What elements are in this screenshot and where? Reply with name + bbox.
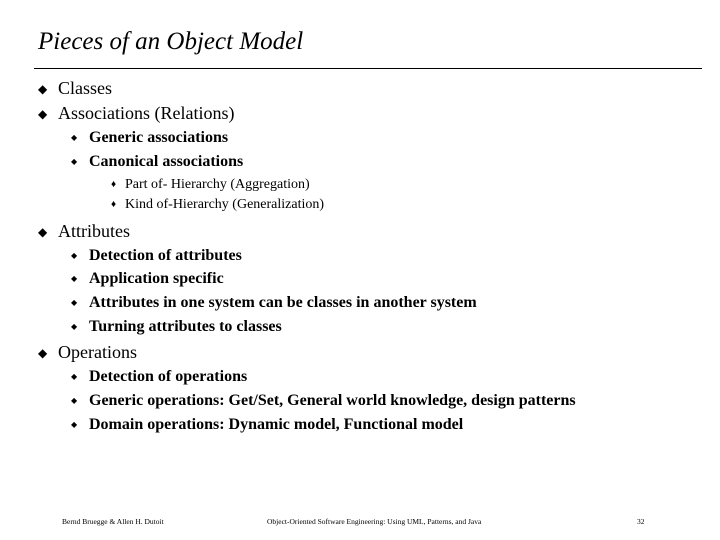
bullet-text: Turning attributes to classes <box>89 318 282 335</box>
sub-item-domain-operations <box>71 416 464 433</box>
sub-item-application-specific <box>71 270 224 287</box>
sub-item-attributes-classes <box>71 294 477 311</box>
sub-item-canonical-associations <box>71 153 244 170</box>
bullet-item-operations <box>38 342 137 362</box>
diamond-bullet-icon: ◆ <box>38 82 48 96</box>
diamond-bullet-icon: ◆ <box>71 298 78 307</box>
bullet-text: Generic associations <box>89 129 229 146</box>
diamond-bullet-icon: ◆ <box>71 274 78 283</box>
bullet-text: Associations (Relations) <box>58 103 235 123</box>
diamond-bullet-icon: ◆ <box>71 322 78 331</box>
diamond-bullet-icon: ◆ <box>71 372 78 381</box>
footer-book-title: Object-Oriented Software Engineering: Using UML, Patterns, and Java <box>267 517 482 526</box>
sub-sub-item-part-of <box>111 177 310 192</box>
bullet-text: Part of- Hierarchy (Aggregation) <box>125 177 310 192</box>
bullet-text: Canonical associations <box>89 153 244 170</box>
bullet-text: Kind of-Hierarchy (Generalization) <box>125 197 325 212</box>
title-underline <box>34 68 702 69</box>
bullet-text: Generic operations: Get/Set, General world knowledge, design patterns <box>89 392 576 409</box>
sub-sub-item-kind-of <box>111 197 325 212</box>
sub-item-generic-associations <box>71 129 229 146</box>
footer-page-number: 32 <box>637 517 645 526</box>
diamond-bullet-icon: ◆ <box>38 346 48 360</box>
diamond-bullet-icon: ◆ <box>71 133 78 142</box>
bullet-text: Application specific <box>89 270 224 287</box>
bullet-item-associations <box>38 103 235 123</box>
sub-item-detection-attributes <box>71 247 242 264</box>
diamond-bullet-icon: ◆ <box>71 396 78 405</box>
bullet-item-classes <box>38 78 112 98</box>
diamond-bullet-icon: ◆ <box>71 251 78 260</box>
diamond-bullet-icon: ◆ <box>71 420 78 429</box>
sub-item-turning-attributes <box>71 318 282 335</box>
sub-item-detection-operations <box>71 368 248 385</box>
bullet-text: Domain operations: Dynamic model, Functional model <box>89 416 464 433</box>
diamond-bullet-icon: ♦ <box>111 179 117 190</box>
footer-authors: Bernd Bruegge & Allen H. Dutoit <box>62 517 164 526</box>
diamond-bullet-icon: ♦ <box>111 199 117 210</box>
slide-title: Pieces of an Object Model <box>38 28 304 55</box>
diamond-bullet-icon: ◆ <box>71 157 78 166</box>
diamond-bullet-icon: ◆ <box>38 107 48 121</box>
bullet-text: Attributes <box>58 221 130 241</box>
diamond-bullet-icon: ◆ <box>38 225 48 239</box>
bullet-item-attributes <box>38 221 130 241</box>
bullet-text: Detection of operations <box>89 368 248 385</box>
bullet-text: Attributes in one system can be classes in another system <box>89 294 477 311</box>
sub-item-generic-operations <box>71 392 576 409</box>
bullet-text: Detection of attributes <box>89 247 242 264</box>
bullet-text: Classes <box>58 78 112 98</box>
bullet-text: Operations <box>58 342 137 362</box>
